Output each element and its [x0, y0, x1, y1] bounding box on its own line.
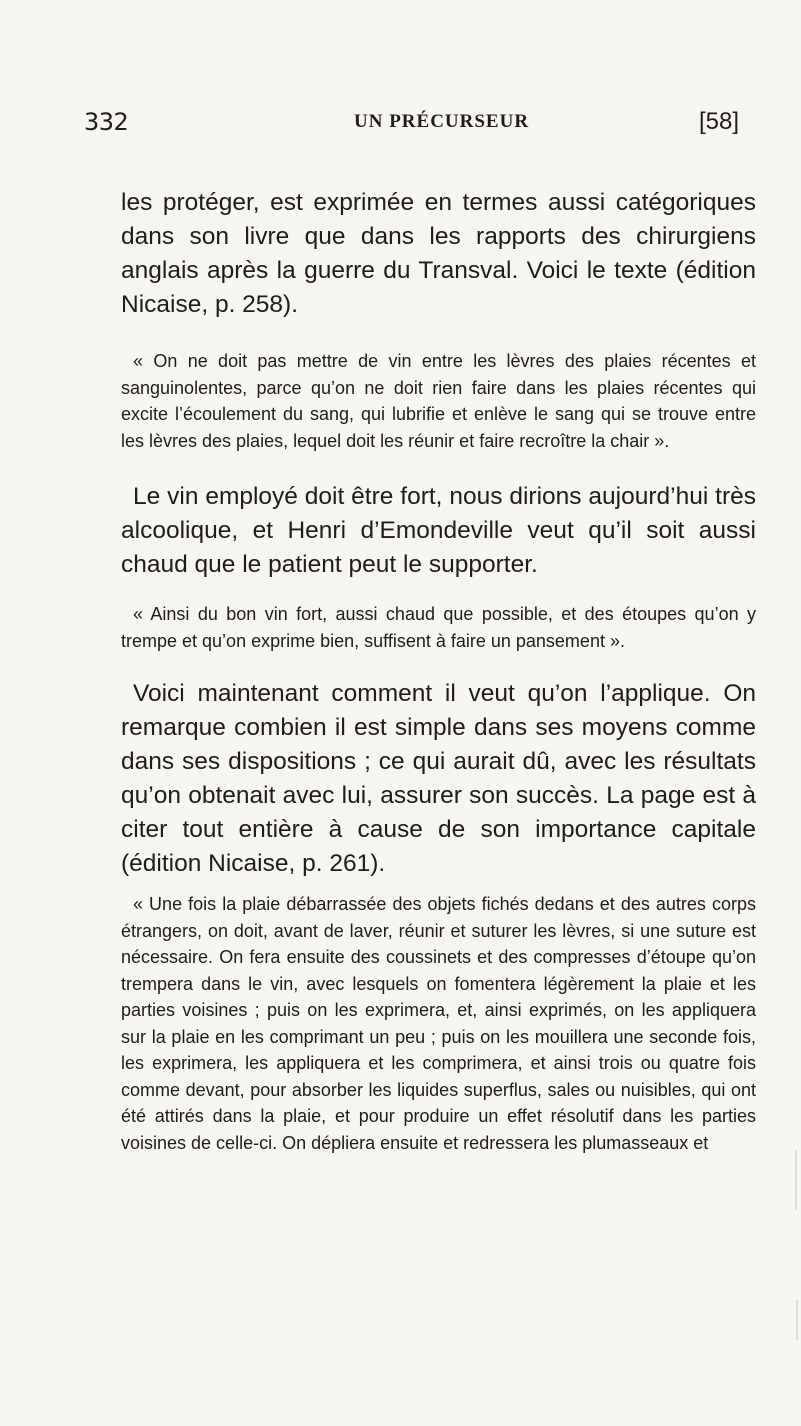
scan-edge-mark — [795, 1150, 797, 1210]
running-title: UN PRÉCURSEUR — [354, 111, 530, 132]
quote-1: « On ne doit pas mettre de vin entre les lèvres des plaies récentes et sanguinolentes, parce qu’on ne doit rien faire dans les plaies récentes qui excite l’écoulement du sang, qui lubrifie et enlève le sang qui se trouve entre les lèvres des plaies, lequel doit les réunir et faire recroître la chair ». — [121, 351, 756, 451]
scan-edge-mark — [796, 1300, 798, 1340]
quote-2: « Ainsi du bon vin fort, aussi chaud que possible, et des étoupes qu’on y trempe et qu’on exprime bien, suffisent à faire un pansement ». — [121, 604, 756, 651]
paragraph-2: Le vin employé doit être fort, nous dirions aujourd’hui très alcoolique, et Henri d’Emondeville veut qu’il soit aussi chaud que le patient peut le supporter. — [121, 483, 756, 578]
page-number: 332 — [84, 108, 129, 136]
quote-3: « Une fois la plaie débarrassée des objets fichés dedans et des autres corps étrangers, on doit, avant de laver, réunir et suturer les lèvres, si une suture est nécessaire. On fera ensuite des coussinets et des compresses d’étoupe qu’on trempera dans le vin, avec lesquels on fomentera légèrement la plaie et les parties voisines ; puis on les exprimera, et, ainsi exprimés, on les appliquera sur la plaie en les comprimant un peu ; puis on les mouillera une seconde fois, les exprimera, les appliquera et les comprimera, et ainsi trois ou quatre fois comme devant, pour absorber les liquides superflus, sales ou nuisibles, qui ont été attirés dans la plaie, et pour produire un effet résolutif dans les parties voisines de celle-ci. On dépliera ensuite et redressera les plumasseaux et — [121, 894, 756, 1153]
bracket-page-number: [58] — [698, 108, 739, 135]
paragraph-3: Voici maintenant comment il veut qu’on l’applique. On remarque combien il est simple dans ses moyens comme dans ses dispositions ; ce qui aurait dû, avec les résultats qu’on obtenait avec lui, assurer son succès. La page est à citer tout entière à cause de son importance capitale (édition Nicaise, p. 261). — [121, 680, 756, 877]
page-header — [84, 108, 739, 148]
paragraph-1: les protéger, est exprimée en termes aussi catégoriques dans son livre que dans les rapports des chirurgiens anglais après la guerre du Transval. Voici le texte (édition Nicaise, p. 258). — [121, 189, 756, 318]
